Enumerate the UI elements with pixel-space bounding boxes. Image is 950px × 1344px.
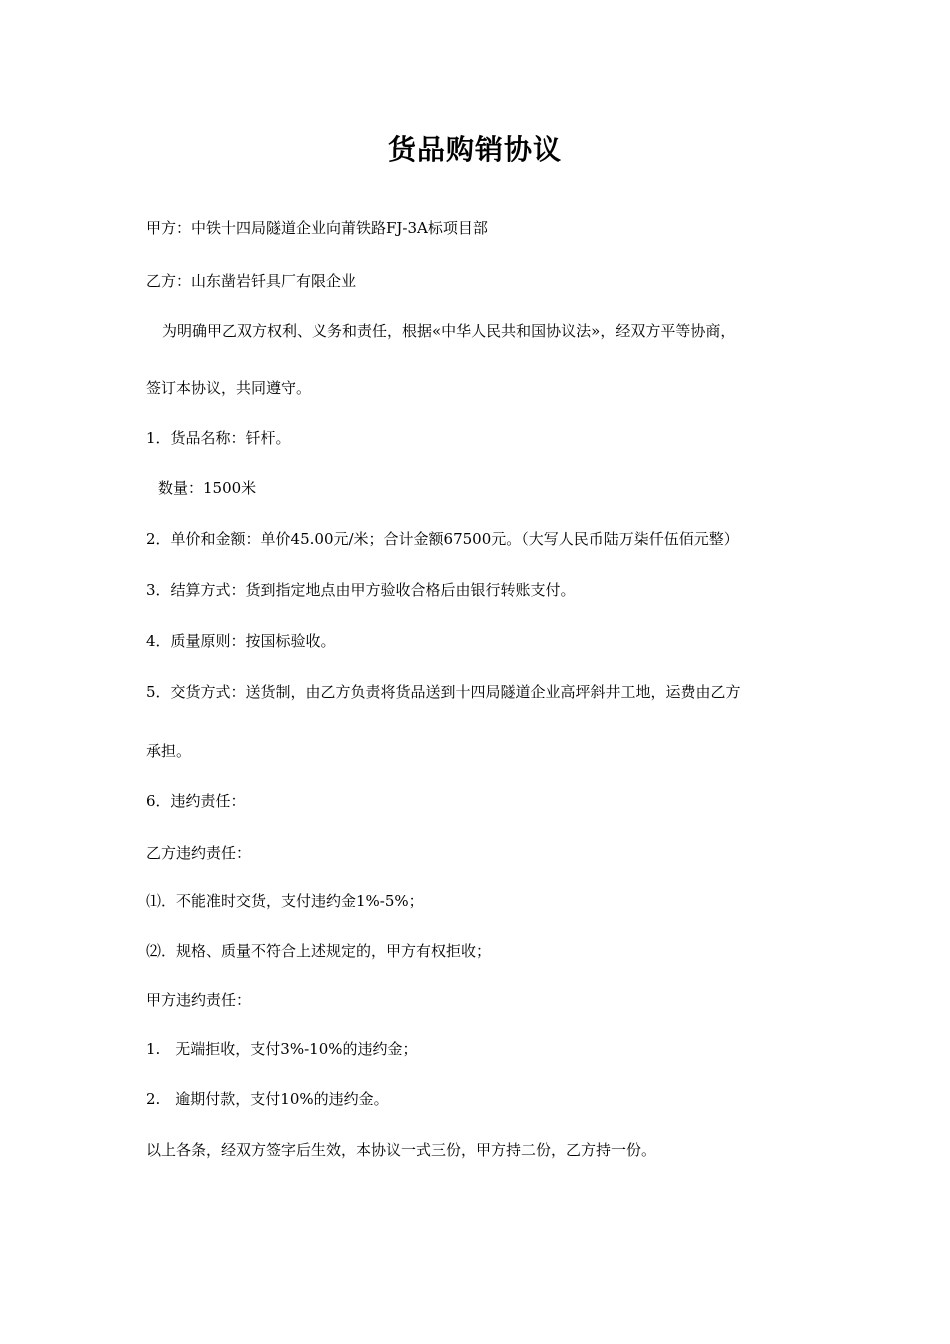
clause-2-price: 2．单价和金额：单价45.00元/米；合计金额67500元。（大写人民币陆万柒仟伍佰元整）	[146, 530, 739, 548]
party-b-liability-heading: 乙方违约责任：	[146, 844, 252, 862]
party-a-liability-heading: 甲方违约责任：	[146, 991, 252, 1009]
clause-3-settlement: 3．结算方式：货到指定地点由甲方验收合格后由银行转账支付。	[146, 581, 576, 599]
intro-paragraph-line2: 签订本协议，共同遵守。	[146, 379, 312, 397]
closing-paragraph: 以上各条，经双方签字后生效，本协议一式三份，甲方持二份，乙方持一份。	[146, 1141, 657, 1159]
party-a-liability-item-1: 1. 无端拒收，支付3%-10%的违约金；	[146, 1040, 418, 1058]
clause-5-delivery-line1: 5．交货方式：送货制，由乙方负责将货品送到十四局隧道企业高坪斜井工地，运费由乙方	[146, 683, 741, 701]
clause-1-quantity: 数量：1500米	[158, 479, 257, 497]
clause-1-goods-name: 1．货品名称：钎杆。	[146, 429, 291, 447]
clause-6-liability: 6．违约责任：	[146, 792, 246, 810]
intro-paragraph-line1: 为明确甲乙双方权利、义务和责任，根据«中华人民共和国协议法»，经双方平等协商，	[162, 322, 736, 340]
party-a-line: 甲方：中铁十四局隧道企业向莆铁路FJ-3A标项目部	[146, 219, 488, 237]
party-b-liability-item-1: ⑴．不能准时交货，支付违约金1%-5%；	[146, 892, 424, 910]
clause-5-delivery-line2: 承担。	[146, 742, 192, 760]
document-title: 货品购销协议	[387, 133, 562, 166]
party-b-line: 乙方：山东凿岩钎具厂有限企业	[146, 272, 357, 290]
clause-4-quality: 4．质量原则：按国标验收。	[146, 632, 336, 650]
party-a-liability-item-2: 2. 逾期付款，支付10%的违约金。	[146, 1090, 389, 1108]
party-b-liability-item-2: ⑵．规格、质量不符合上述规定的，甲方有权拒收；	[146, 942, 492, 960]
